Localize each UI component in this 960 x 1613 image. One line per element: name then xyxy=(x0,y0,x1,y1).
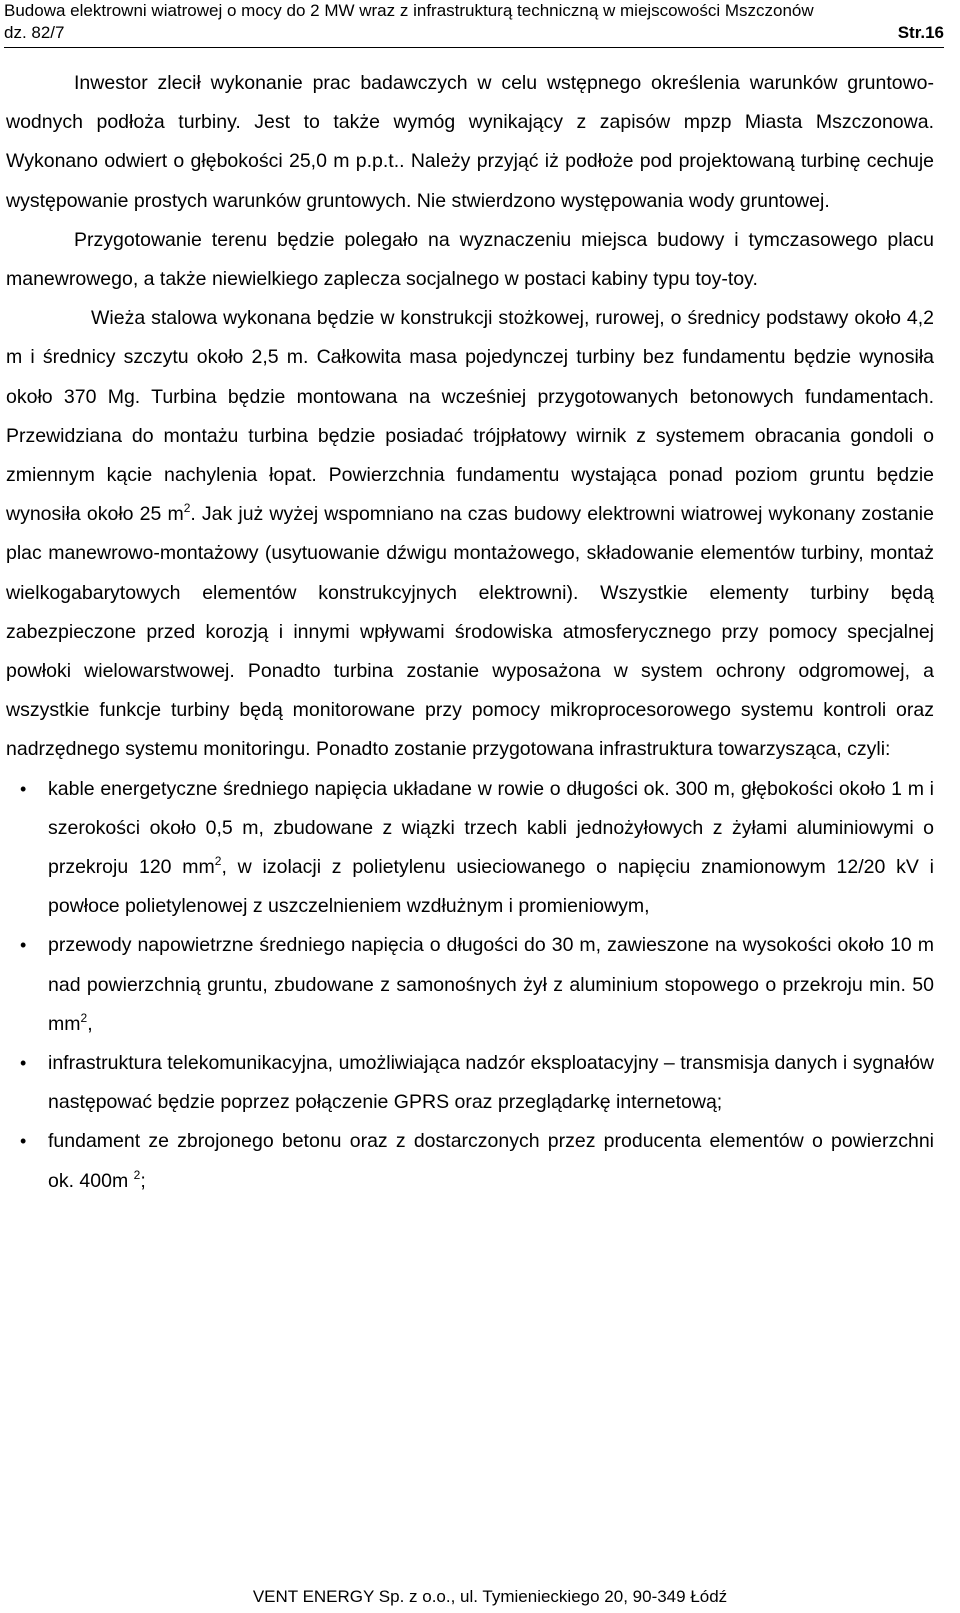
list-item-text: infrastruktura telekomunikacyjna, umożliwiająca nadzór eksploatacyjny – transmisja danych i sygnałów następować będzie poprzez połączenie GPRS oraz przeglądarkę internetową; xyxy=(48,1052,934,1114)
header-page-number: Str.16 xyxy=(897,23,944,42)
header-divider xyxy=(4,47,944,48)
bullet-icon: • xyxy=(20,778,27,799)
infrastructure-list xyxy=(6,770,934,1201)
page-footer: VENT ENERGY Sp. z o.o., ul. Tymienieckiego 20, 90-349 Łódź xyxy=(252,1587,728,1606)
superscript: 2 xyxy=(183,501,191,516)
list-item xyxy=(6,1044,934,1122)
header-plot-number: dz. 82/7 xyxy=(4,23,65,42)
page-header xyxy=(4,0,944,44)
header-row xyxy=(4,22,944,44)
paragraph-tower-description xyxy=(6,299,934,769)
bullet-icon: • xyxy=(20,1131,27,1152)
paragraph-text: . Jak już wyżej wspomniano na czas budowy elektrowni wiatrowej wykonany zostanie plac manewrowo-montażowy (usytuowanie dźwigu montażowego, składowanie elementów turbiny, montaż wielkogabarytowych elementów konstrukcyjnych elektrowni). Wszystkie elementy turbiny będą zabezpieczone przed korozją i innymi wpływami środowiska atmosferycznego przy pomocy specjalnej powłoki wielowarstwowej. Ponadto turbina zostanie wyposażona w system ochrony odgromowej, a wszystkie funkcje turbiny będą monitorowane przy pomocy mikroprocesorowego systemu kontroli oraz nadrzędnego systemu monitoringu. Ponadto zostanie przygotowana infrastruktura towarzysząca, czyli: xyxy=(6,503,934,761)
list-item-text: kable energetyczne średniego napięcia układane w rowie o długości ok. 300 m, głębokości około 1 m i szerokości około 0,5 m, zbudowane z wiązki trzech kabli jednożyłowych z żyłami aluminiowymi o przekroju 120 mm xyxy=(48,777,934,879)
superscript: 2 xyxy=(133,1167,141,1182)
paragraph-site-preparation: Przygotowanie terenu będzie polegało na wyznaczeniu miejsca budowy i tymczasowego placu manewrowego, a także niewielkiego zaplecza socjalnego w postaci kabiny typu toy-toy. xyxy=(6,228,934,291)
paragraph-text: Wieża stalowa wykonana będzie w konstrukcji stożkowej, rurowej, o średnicy podstawy około 4,2 m i średnicy szczytu około 2,5 m. Całkowita masa pojedynczej turbiny bez fundamentu będzie wynosiła około 370 Mg. Turbina będzie montowana na wcześniej przygotowanych betonowych fundamentach. Przewidziana do montażu turbina będzie posiadać trójpłatowy wirnik z systemem obracania gondoli o zmiennym kącie nachylenia łopat. Powierzchnia fundamentu wystająca ponad poziom gruntu będzie wynosiła około 25 m xyxy=(6,307,934,526)
superscript: 2 xyxy=(80,1010,88,1025)
list-item-text: przewody napowietrzne średniego napięcia o długości do 30 m, zawieszone na wysokości około 10 m nad powierzchnią gruntu, zbudowane z samonośnych żył z aluminium stopowego o przekroju min. 50 mm xyxy=(48,934,934,1035)
list-item xyxy=(6,1122,934,1200)
list-item-text: , w izolacji z polietylenu usieciowanego o napięciu znamionowym 12/20 kV i powłoce polietylenowej z uszczelnieniem wzdłużnym i promieniowym, xyxy=(48,856,934,918)
document-body xyxy=(6,64,934,1201)
list-item xyxy=(6,926,934,1044)
list-item-text: , xyxy=(87,1012,93,1035)
superscript: 2 xyxy=(214,854,222,869)
paragraph-site-investigation: Inwestor zlecił wykonanie prac badawczych w celu wstępnego określenia warunków gruntowo- wodnych podłoża turbiny. Jest to także wymóg wynikający z zapisów mpzp Miasta Mszczonowa. Wykonano odwiert o głębokości 25,0 m p.p.t.. Należy przyjąć iż podłoże pod projektowaną turbinę cechuje występowanie prostych warunków gruntowych. Nie stwierdzono występowania wody gruntowej. xyxy=(6,72,934,212)
bullet-icon: • xyxy=(20,1053,27,1074)
list-item xyxy=(6,770,934,927)
header-title: Budowa elektrowni wiatrowej o mocy do 2 MW wraz z infrastrukturą techniczną w miejscowości Mszczonów xyxy=(4,1,814,20)
list-item-text: ; xyxy=(140,1169,146,1192)
bullet-icon: • xyxy=(20,935,27,956)
list-item-text: fundament ze zbrojonego betonu oraz z dostarczonych przez producenta elementów o powierzchni ok. 400m xyxy=(48,1130,934,1192)
